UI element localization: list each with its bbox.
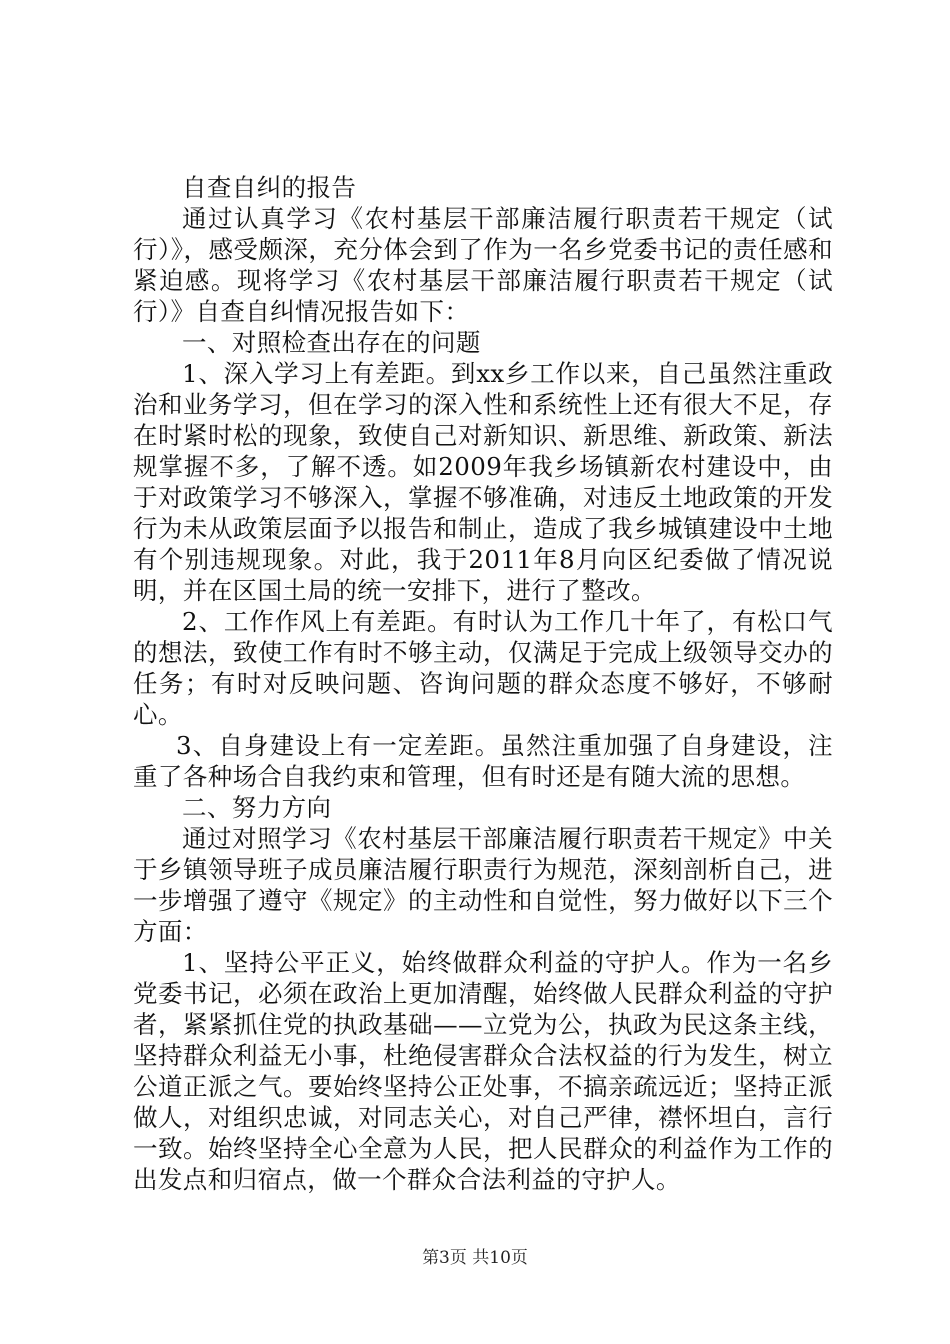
intro-paragraph: 通过认真学习《农村基层干部廉洁履行职责若干规定（试行）》，感受颇深，充分体会到了作为一名乡党委书记的责任感和紧迫感。现将学习《农村基层干部廉洁履行职责若干规定（试行）》自查自纠情况报告如下： — [133, 204, 833, 326]
problem-item-3: 3、自身建设上有一定差距。虽然注重加强了自身建设，注重了各种场合自我约束和管理，但有时还是有随大流的思想。 — [133, 731, 833, 791]
page-footer: 第3页 共10页 — [422, 1248, 528, 1268]
problem-item-1: 1、深入学习上有差距。到xx乡工作以来，自己虽然注重政治和业务学习，但在学习的深入性和系统性上还有很大不足，存在时紧时松的现象，致使自己对新知识、新思维、新政策、新法规掌握不多，了解不透。如2009年我乡场镇新农村建设中，由于对政策学习不够深入，掌握不够准确，对违反土地政策的开发行为未从政策层面予以报告和制止，造成了我乡城镇建设中土地有个别违规现象。对此，我于2011年8月向区纪委做了情况说明，并在区国土局的统一安排下，进行了整改。 — [133, 359, 833, 605]
direction-intro-paragraph: 通过对照学习《农村基层干部廉洁履行职责若干规定》中关于乡镇领导班子成员廉洁履行职责行为规范，深刻剖析自己，进一步增强了遵守《规定》的主动性和自觉性，努力做好以下三个方面： — [133, 824, 833, 946]
section-heading-direction: 二、努力方向 — [182, 793, 332, 822]
document-body — [133, 172, 833, 1195]
document-title: 自查自纠的报告 — [182, 173, 357, 202]
problem-item-2: 2、工作作风上有差距。有时认为工作几十年了，有松口气的想法，致使工作有时不够主动，仅满足于完成上级领导交办的任务；有时对反映问题、咨询问题的群众态度不够好，不够耐心。 — [133, 607, 833, 729]
direction-item-1: 1、坚持公平正义，始终做群众利益的守护人。作为一名乡党委书记，必须在政治上更加清醒，始终做人民群众利益的守护者，紧紧抓住党的执政基础——立党为公，执政为民这条主线，坚持群众利益无小事，杜绝侵害群众合法权益的行为发生，树立公道正派之气。要始终坚持公正处事，不搞亲疏远近；坚持正派做人，对组织忠诚，对同志关心，对自己严律，襟怀坦白，言行一致。始终坚持全心全意为人民，把人民群众的利益作为工作的出发点和归宿点，做一个群众合法利益的守护人。 — [133, 948, 833, 1194]
section-heading-problems: 一、对照检查出存在的问题 — [182, 328, 481, 357]
